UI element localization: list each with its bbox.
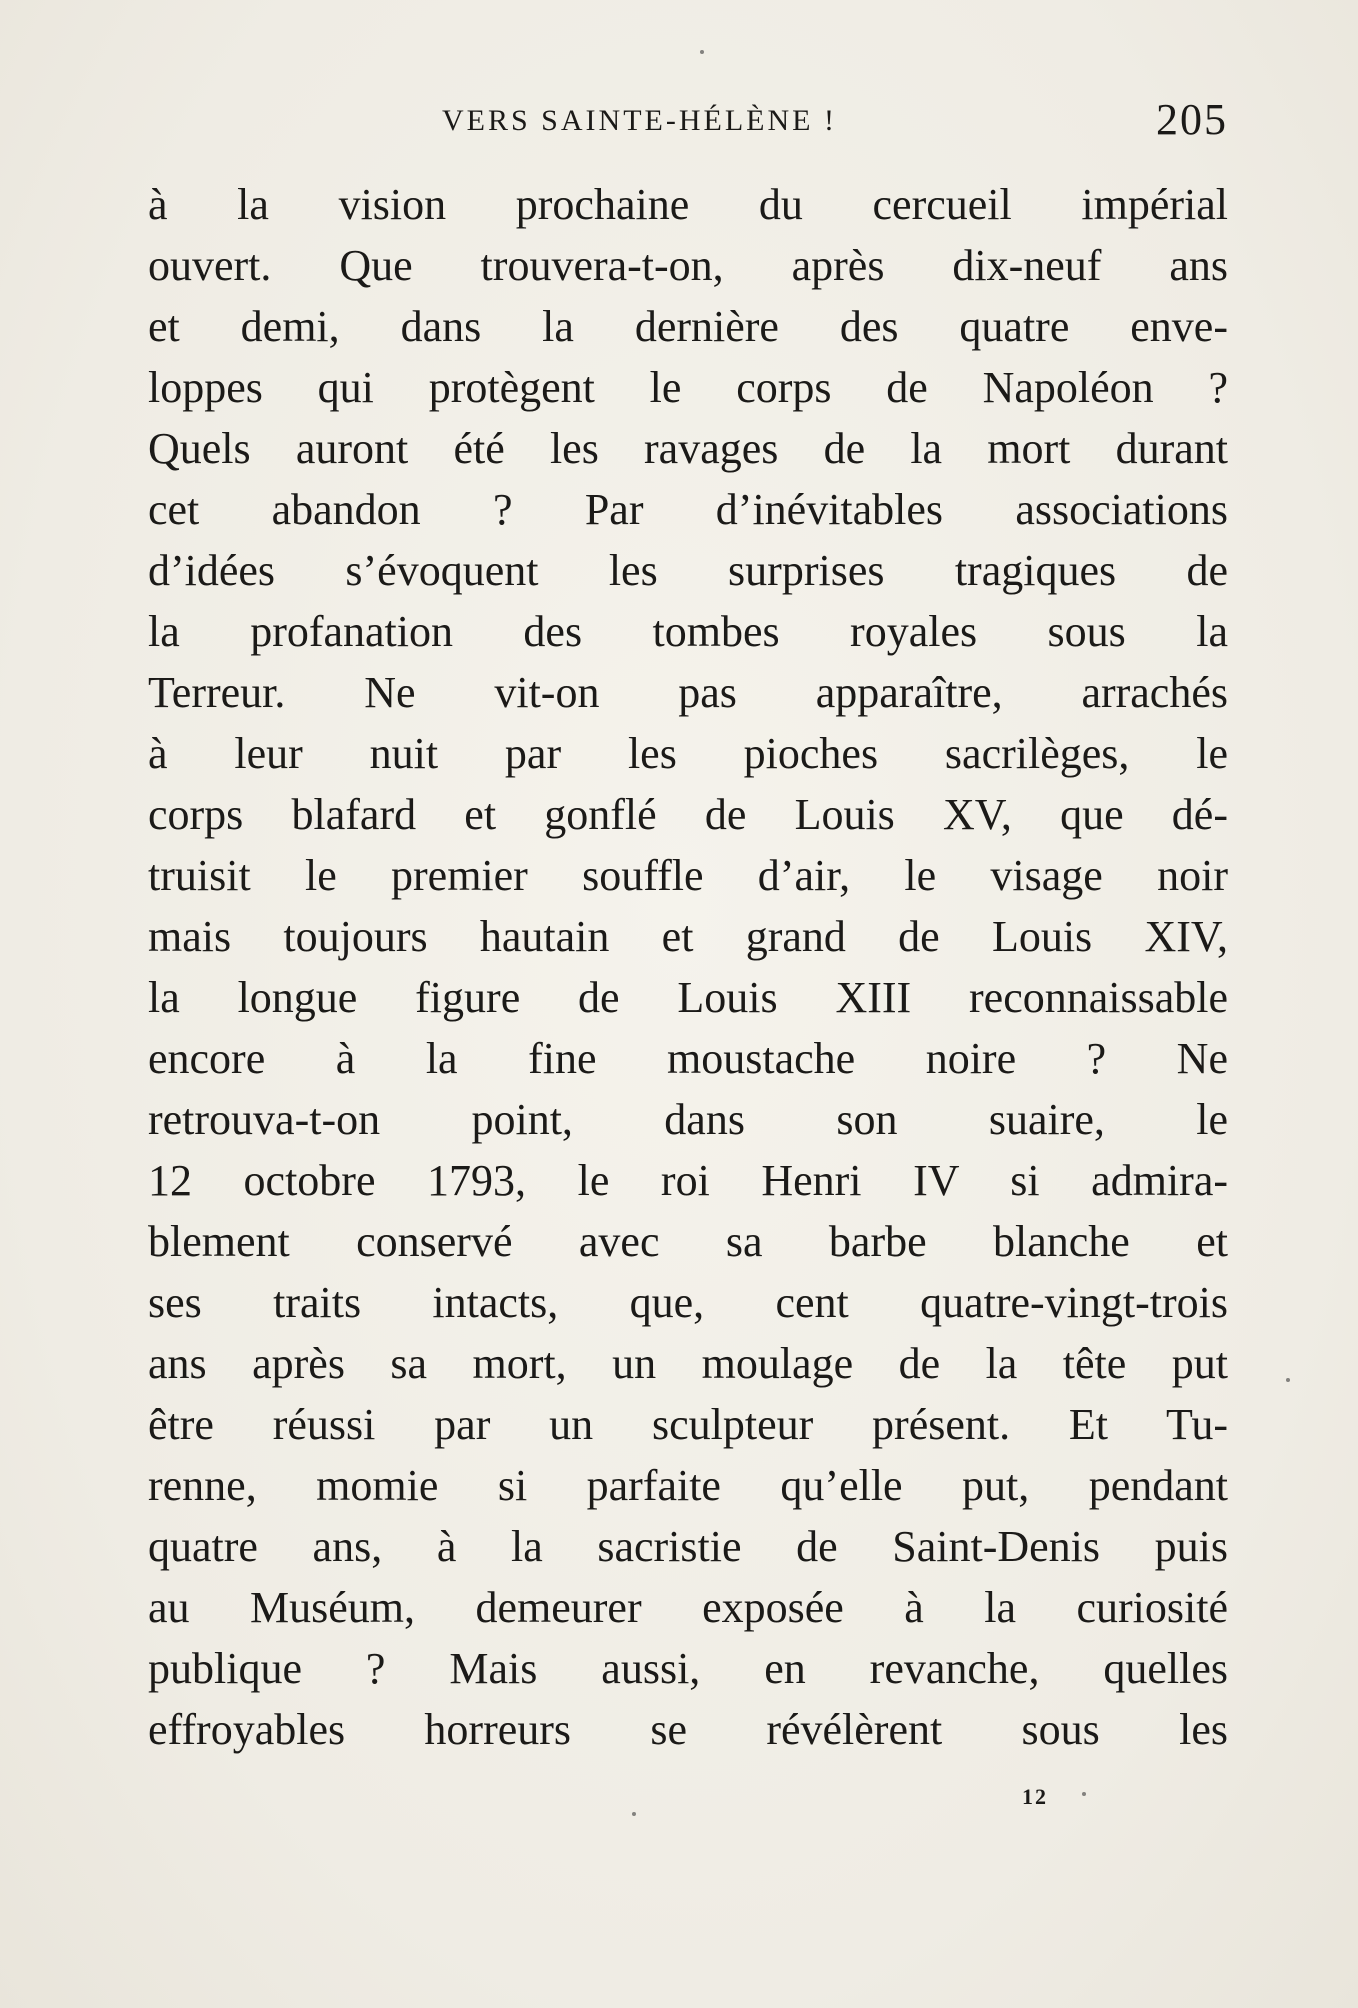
text-line: ans après sa mort, un moulage de la tête put (148, 1339, 1228, 1388)
text-line: être réussi par un sculpteur présent. Et Tu- (148, 1400, 1228, 1449)
text-line: truisit le premier souffle d’air, le visage noir (148, 851, 1228, 900)
text-line: mais toujours hautain et grand de Louis XIV, (148, 912, 1228, 961)
text-line: la longue figure de Louis XIII reconnaissable (148, 973, 1228, 1022)
text-line: Quels auront été les ravages de la mort durant (148, 424, 1228, 473)
text-line: la profanation des tombes royales sous la (148, 607, 1228, 656)
text-line: Terreur. Ne vit-on pas apparaître, arrachés (148, 668, 1228, 717)
text-line: encore à la fine moustache noire ? Ne (148, 1034, 1228, 1083)
text-line: d’idées s’évoquent les surprises tragiques de (148, 546, 1228, 595)
text-line: au Muséum, demeurer exposée à la curiosité (148, 1583, 1228, 1632)
text-line: loppes qui protègent le corps de Napoléon ? (148, 363, 1228, 412)
page-header (148, 95, 1228, 158)
text-line: publique ? Mais aussi, en revanche, quelles (148, 1644, 1228, 1693)
text-line: corps blafard et gonflé de Louis XV, que dé- (148, 790, 1228, 839)
body-text (148, 174, 1228, 1760)
ink-speck (1286, 1378, 1290, 1382)
page-number: 205 (1156, 95, 1228, 144)
text-line: à la vision prochaine du cercueil impérial (148, 180, 1228, 229)
text-line: renne, momie si parfaite qu’elle put, pendant (148, 1461, 1228, 1510)
text-line: et demi, dans la dernière des quatre enve- (148, 302, 1228, 351)
signature-mark: 12 (1022, 1784, 1048, 1809)
text-line: effroyables horreurs se révélèrent sous les (148, 1705, 1228, 1754)
text-line: ses traits intacts, que, cent quatre-vingt-trois (148, 1278, 1228, 1327)
ink-speck (1082, 1792, 1086, 1796)
text-line: retrouva-t-on point, dans son suaire, le (148, 1095, 1228, 1144)
text-line: ouvert. Que trouvera-t-on, après dix-neuf ans (148, 241, 1228, 290)
text-line: cet abandon ? Par d’inévitables associations (148, 485, 1228, 534)
text-line: à leur nuit par les pioches sacrilèges, le (148, 729, 1228, 778)
text-line: blement conservé avec sa barbe blanche et (148, 1217, 1228, 1266)
text-line: quatre ans, à la sacristie de Saint-Denis puis (148, 1522, 1228, 1571)
ink-speck (632, 1812, 636, 1816)
running-head: VERS SAINTE-HÉLÈNE ! (442, 104, 837, 137)
ink-speck (700, 50, 704, 54)
text-line: 12 octobre 1793, le roi Henri IV si admira- (148, 1156, 1228, 1205)
